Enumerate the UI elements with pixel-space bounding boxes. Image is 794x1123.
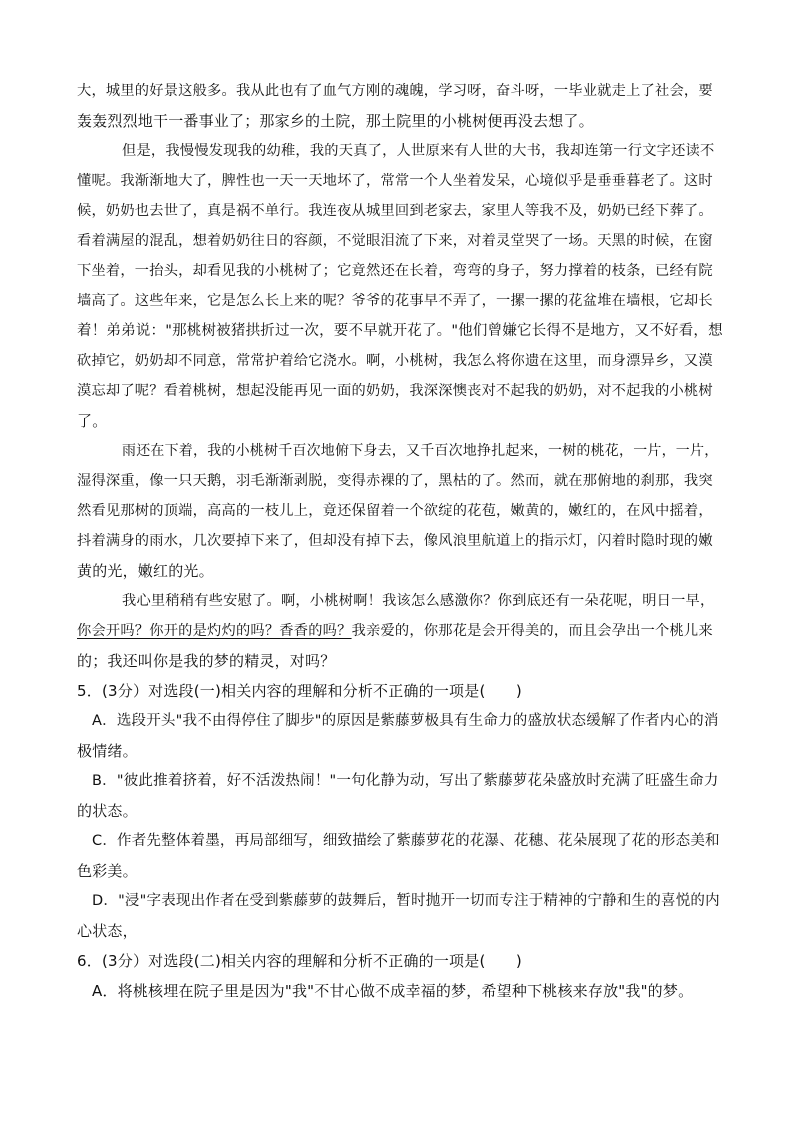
option-b-cont: 的状态。 [77,802,138,820]
text-span: 我亲爱的，你那花是会开得美的，而且会孕出一个桃儿来 [351,623,713,639]
question-stem: 6．(3分）对选段(二)相关内容的理解和分析不正确的一项是( ) [77,952,522,970]
text-line: 砍掉它，奶奶却不同意，常常护着给它浇水。啊，小桃树，我怎么将你遗在这里，而身漂异乡，又漠 [77,353,713,369]
text-line: 黄的光，嫩红的光。 [77,562,214,580]
text-line [77,616,723,646]
text-line: 了。 [77,412,108,430]
text-line: 我心里稍稍有些安慰了。啊，小桃树啊！我该怎么感激你？你到底还有一朵花呢，明日一早， [122,593,715,609]
option-a: A．将桃核埋在院子里是因为"我"不甘心做不成幸福的梦，希望种下桃核来存放"我"的梦。 [92,982,694,1000]
passage-paragraph [77,136,723,436]
text-line: 湿得深重，像一只天鹅，羽毛渐渐剥脱，变得赤裸的了，黑枯的了。然而，就在那俯地的刹那，我突 [77,473,713,489]
text-line: 轰轰烈烈地干一番事业了；那家乡的土院，那土院里的小桃树便再没去想了。 [77,112,594,130]
text-line: 大，城里的好景这般多。我从此也有了血气方刚的魂魄，学习呀，奋斗呀，一毕业就走上了社会，要 [77,83,713,99]
option-c: C．作者先整体着墨，再局部细写，细致描绘了紫藤萝花的花瀑、花穗、花朵展现了花的形态美和 [92,833,720,849]
passage-paragraph [77,586,723,676]
text-line: 墙高了。这些年来，它是怎么长上来的呢？爷爷的花事早不弄了，一摞一摞的花盆堆在墙根，它却长 [77,293,713,309]
text-line: 懂呢。我渐渐地大了，脾性也一天一天地坏了，常常一个人坐着发呆，心境似乎是垂垂暮老了。这时 [77,173,713,189]
question-5 [77,676,723,946]
text-line: 看着满屋的混乱，想着奶奶往日的容颜，不觉眼泪流了下来，对着灵堂哭了一场。天黑的时候，在窗 [77,233,713,249]
underlined-sentence: 你会开吗？你开的是灼灼的吗？香香的吗？ [77,623,352,639]
option-d: D．"浸"字表现出作者在受到紫藤萝的鼓舞后，暂时抛开一切而专注于精神的宁静和生的喜悦的内 [92,893,720,909]
text-line: 着！弟弟说："那桃树被猪拱折过一次，要不早就开花了。"他们曾嫌它长得不是地方，又不好看，想 [77,323,723,339]
option-b: B．"彼此推着挤着，好不活泼热闹！"一句化静为动，写出了紫藤萝花朵盛放时充满了旺盛生命力 [92,773,719,789]
option-d-cont: 心状态， [77,922,138,940]
text-line: 但是，我慢慢发现我的幼稚，我的天真了，人世原来有人世的大书，我却连第一行文字还读不 [122,143,715,159]
passage-paragraph [77,76,723,136]
text-line: 抖着满身的雨水，几次要掉下来了，但却没有掉下去，像风浪里航道上的指示灯，闪着时隐时现的嫩 [77,533,713,549]
text-line: 的；我还叫你是我的梦的精灵，对吗？ [77,652,336,670]
option-a-cont: 极情绪。 [77,742,138,760]
document-page [77,76,723,1006]
text-line: 候，奶奶也去世了，真是祸不单行。我连夜从城里回到老家去，家里人等我不及，奶奶已经下葬了。 [77,203,713,219]
question-6 [77,946,723,1006]
text-line: 雨还在下着，我的小桃树千百次地俯下身去，又千百次地挣扎起来，一树的桃花，一片，一片， [122,443,719,459]
option-a: A．选段开头"我不由得停住了脚步"的原因是紫藤萝极具有生命力的盛放状态缓解了作者内心的消 [92,713,719,729]
text-line: 然看见那树的顶端，高高的一枝儿上，竟还保留着一个欲绽的花苞，嫩黄的，嫩红的，在风中摇着， [77,503,713,519]
option-c-cont: 色彩美。 [77,862,138,880]
text-line: 漠忘却了呢？看着桃树，想起没能再见一面的奶奶，我深深懊丧对不起我的奶奶，对不起我的小桃树 [77,383,713,399]
passage-paragraph [77,436,723,586]
question-stem: 5．(3分）对选段(一)相关内容的理解和分析不正确的一项是( ) [77,682,522,700]
text-line: 下坐着，一抬头，却看见我的小桃树了；它竟然还在长着，弯弯的身子，努力撑着的枝条，已经有院 [77,263,713,279]
